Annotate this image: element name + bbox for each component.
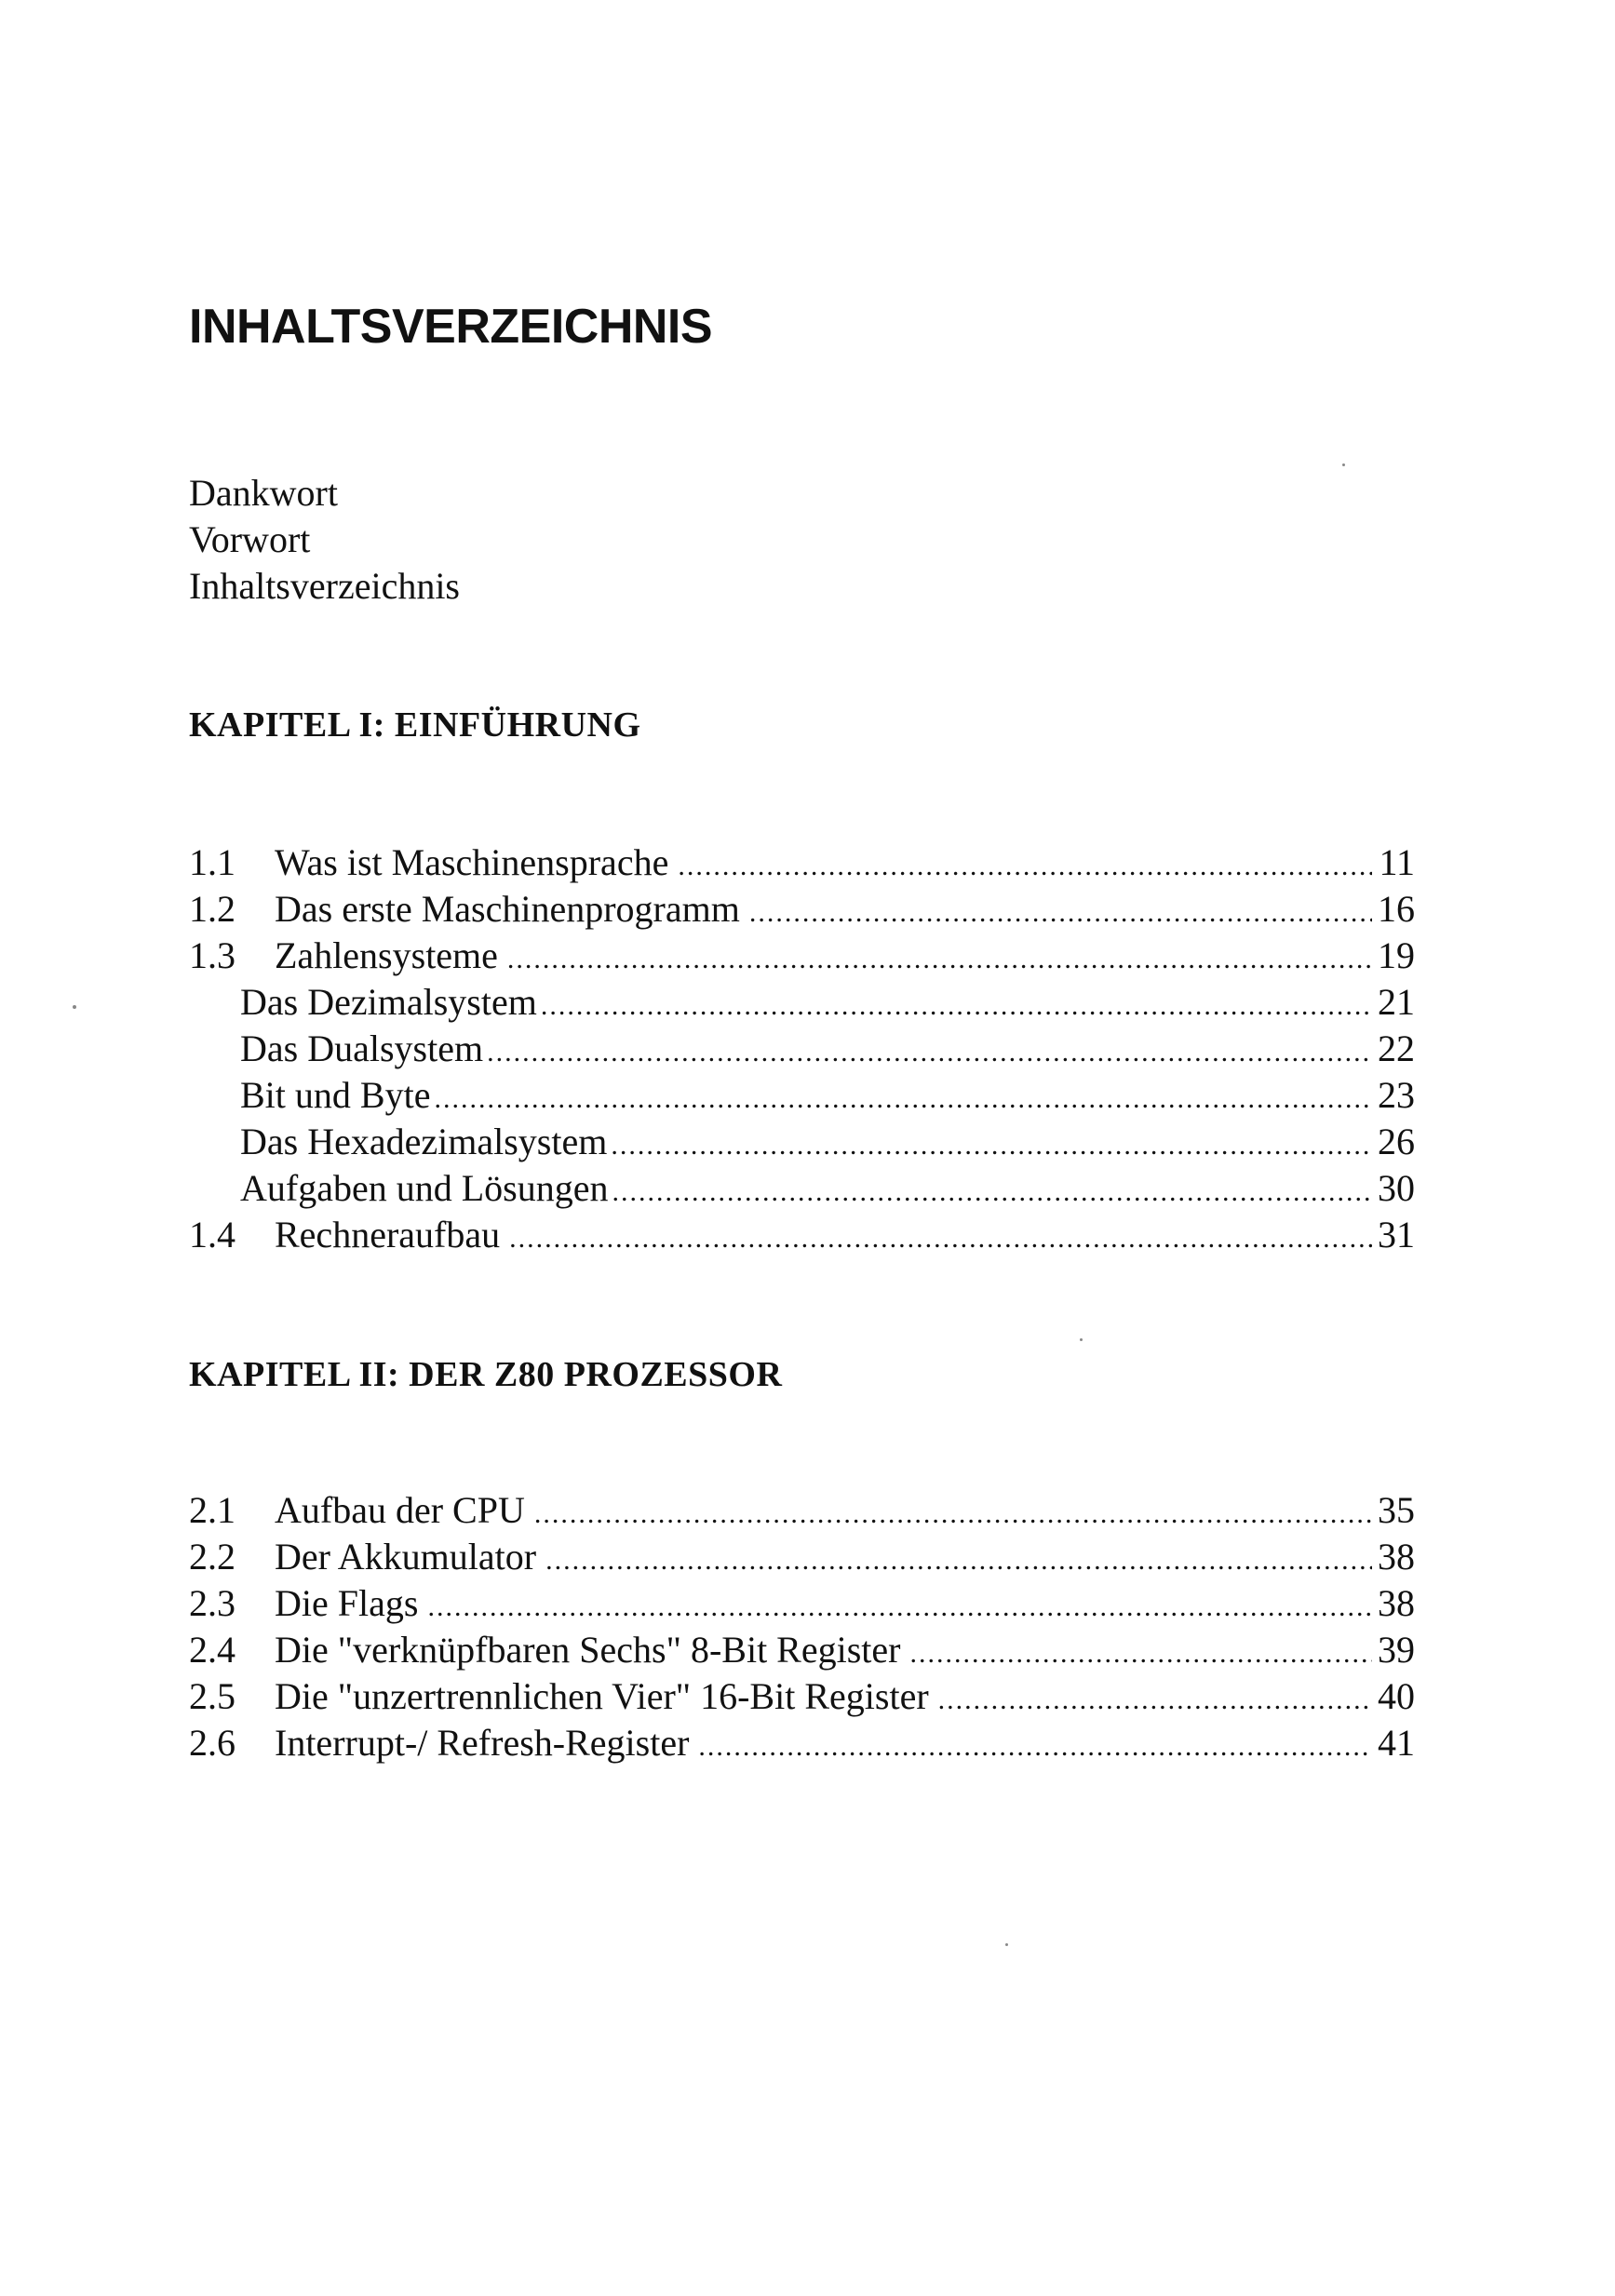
toc-entry-title: Bit und Byte <box>240 1074 431 1116</box>
scan-speck <box>1005 1943 1008 1946</box>
toc-entry-page: 19 <box>1378 934 1415 976</box>
chapter-heading-2: KAPITEL II: DER Z80 PROZESSOR <box>189 1355 783 1394</box>
toc-entry-title: Interrupt-/ Refresh-Register <box>275 1722 690 1764</box>
toc-dot-leader <box>487 1029 1372 1076</box>
toc-entry-title: Die Flags <box>275 1582 419 1624</box>
toc-subentry <box>189 1119 1415 1165</box>
toc-subentry <box>189 1165 1415 1212</box>
toc-entry-title: Aufbau der CPU <box>275 1489 525 1531</box>
scan-speck <box>1342 463 1345 466</box>
toc-entry-page: 31 <box>1378 1214 1415 1255</box>
toc-entry-page: 38 <box>1378 1536 1415 1578</box>
toc-entry-title: Das erste Maschinenprogramm <box>275 888 740 930</box>
toc-dot-leader <box>545 1537 1372 1584</box>
toc-dot-leader <box>678 843 1372 890</box>
toc-entry-title: Aufgaben und Lösungen <box>240 1167 609 1209</box>
toc-entry <box>189 1673 1415 1720</box>
page-title: INHALTSVERZEICHNIS <box>189 299 713 354</box>
toc-entry-number: 1.1 <box>189 841 236 883</box>
toc-entry-page: 35 <box>1378 1489 1415 1531</box>
toc-entry-title: Die "unzertrennlichen Vier" 16-Bit Register <box>275 1675 929 1717</box>
toc-entry-number: 2.1 <box>189 1489 236 1531</box>
toc-entry <box>189 933 1415 979</box>
toc-dot-leader <box>909 1631 1372 1677</box>
toc-entry-page: 41 <box>1378 1722 1415 1764</box>
toc-dot-leader <box>509 1215 1372 1262</box>
toc-entry-page: 38 <box>1378 1582 1415 1624</box>
scan-speck <box>1080 1338 1083 1341</box>
toc-entry-number: 1.3 <box>189 934 236 976</box>
toc-entry-number: 2.2 <box>189 1536 236 1578</box>
toc-entry-page: 22 <box>1378 1027 1415 1069</box>
toc-entry-page: 21 <box>1378 981 1415 1023</box>
toc-entry-page: 16 <box>1378 888 1415 930</box>
toc-subentry <box>189 1026 1415 1072</box>
toc-entry-number: 2.6 <box>189 1722 236 1764</box>
front-matter-item: Vorwort <box>189 518 311 560</box>
toc-dot-leader <box>749 890 1372 936</box>
toc-dot-leader <box>612 1169 1372 1215</box>
toc-entry-number: 2.4 <box>189 1629 236 1671</box>
chapter-heading-1: KAPITEL I: EINFÜHRUNG <box>189 705 641 745</box>
toc-entry <box>189 1212 1415 1258</box>
toc-entry-title: Das Hexadezimalsystem <box>240 1121 608 1162</box>
toc-subentry <box>189 1072 1415 1119</box>
toc-entry-page: 39 <box>1378 1629 1415 1671</box>
scan-speck <box>73 1005 76 1009</box>
toc-dot-leader <box>938 1677 1372 1724</box>
front-matter-item: Inhaltsverzeichnis <box>189 565 460 607</box>
toc-entry-number: 1.4 <box>189 1214 236 1255</box>
toc-subentry <box>189 979 1415 1026</box>
toc-entry <box>189 1627 1415 1673</box>
toc-entry-title: Die "verknüpfbaren Sechs" 8-Bit Register <box>275 1629 901 1671</box>
toc-entry-title: Das Dezimalsystem <box>240 981 537 1023</box>
toc-entry-title: Rechneraufbau <box>275 1214 501 1255</box>
toc-dot-leader <box>507 936 1372 983</box>
toc-entry-title: Der Akkumulator <box>275 1536 537 1578</box>
front-matter-list <box>189 470 460 610</box>
toc-entry-page: 30 <box>1378 1167 1415 1209</box>
toc-entry <box>189 839 1415 886</box>
toc-dot-leader <box>434 1076 1372 1122</box>
toc-entry-number: 1.2 <box>189 888 236 930</box>
toc-chapter-1 <box>189 839 1415 1258</box>
toc-dot-leader <box>541 983 1372 1029</box>
toc-entry <box>189 1487 1415 1534</box>
toc-dot-leader <box>534 1491 1372 1537</box>
toc-entry-page: 11 <box>1379 841 1415 883</box>
toc-entry-page: 23 <box>1378 1074 1415 1116</box>
toc-entry-title: Zahlensysteme <box>275 934 498 976</box>
toc-entry-page: 26 <box>1378 1121 1415 1162</box>
toc-dot-leader <box>427 1584 1372 1631</box>
toc-entry-page: 40 <box>1378 1675 1415 1717</box>
toc-entry <box>189 886 1415 933</box>
toc-dot-leader <box>698 1724 1372 1770</box>
toc-entry-number: 2.5 <box>189 1675 236 1717</box>
toc-entry <box>189 1580 1415 1627</box>
toc-entry <box>189 1720 1415 1766</box>
toc-entry <box>189 1534 1415 1580</box>
toc-entry-title: Das Dualsystem <box>240 1027 484 1069</box>
toc-entry-title: Was ist Maschinensprache <box>275 841 669 883</box>
front-matter-item: Dankwort <box>189 472 338 514</box>
toc-chapter-2 <box>189 1487 1415 1766</box>
toc-entry-number: 2.3 <box>189 1582 236 1624</box>
toc-dot-leader <box>611 1122 1372 1169</box>
